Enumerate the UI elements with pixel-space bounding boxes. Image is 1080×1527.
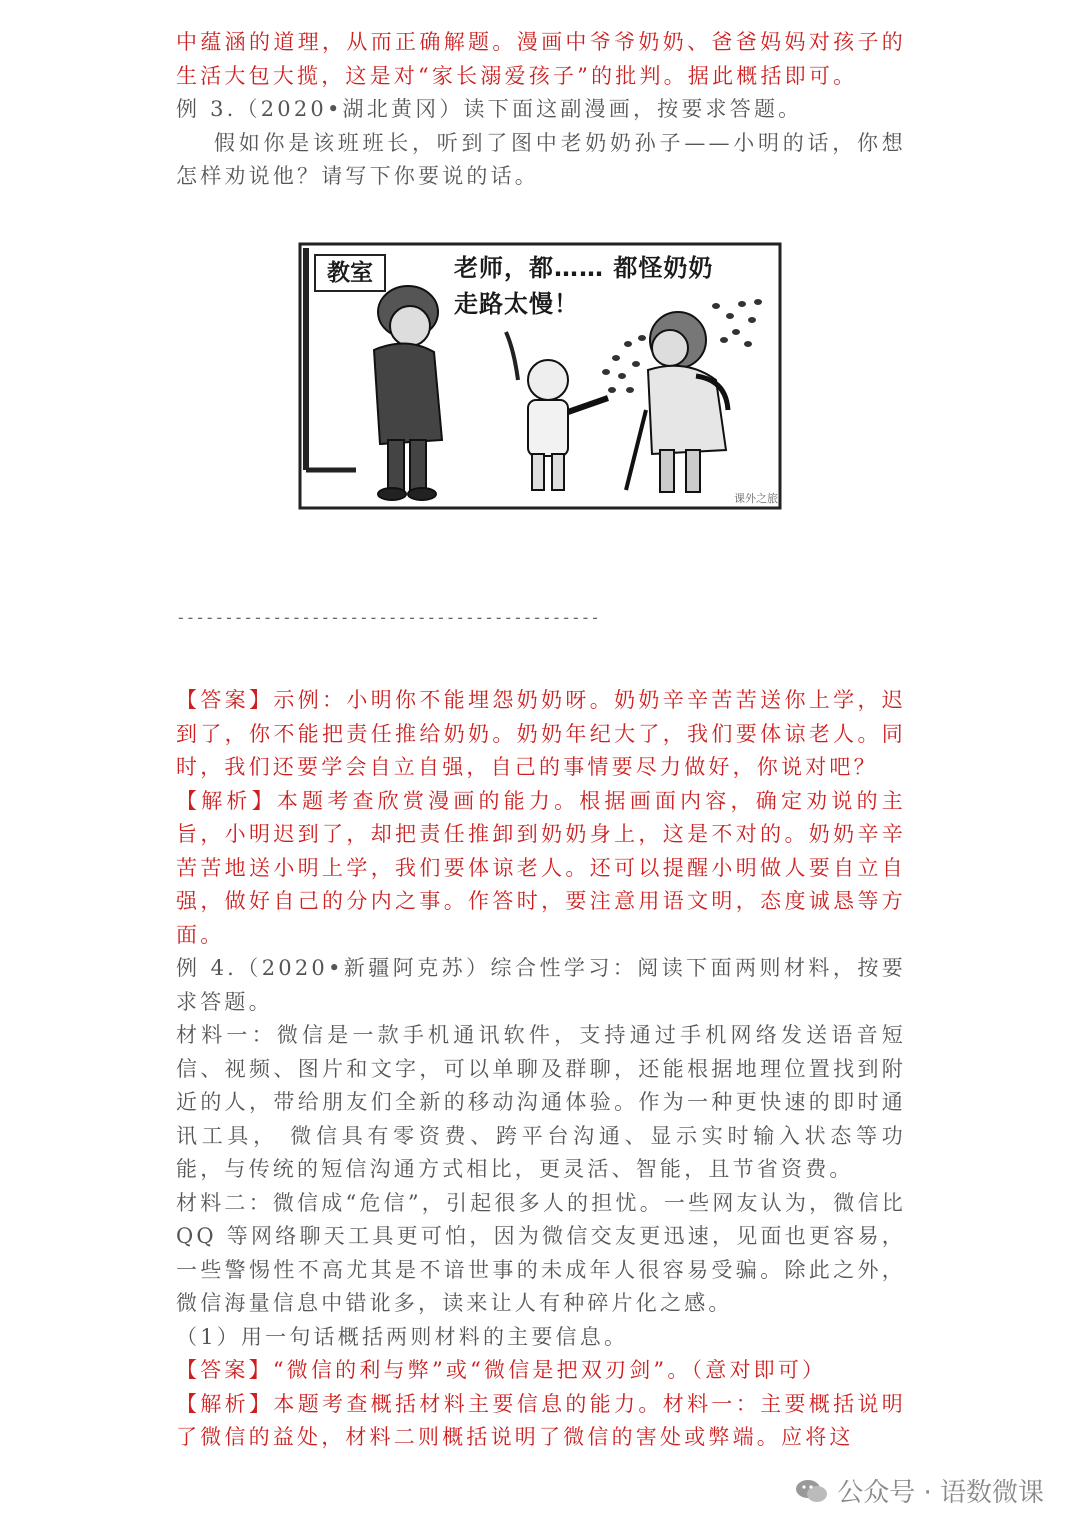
example-3-question: 假如你是该班班长，听到了图中老奶奶孙子——小明的话，你想怎样劝说他？请写下你要说的话。 (176, 130, 906, 188)
example-4-analysis (176, 1388, 906, 1455)
example-4-answer (176, 1354, 906, 1388)
wechat-icon (795, 1478, 829, 1504)
answer-blank-line: -------------------------------------------- (176, 608, 600, 627)
classroom-cartoon (296, 240, 784, 512)
example-4-title: 例 4.（2020•新疆阿克苏）综合性学习：阅读下面两则材料，按要求答题。 (176, 956, 906, 1014)
speech-line-2: 走路太慢！ (454, 290, 579, 318)
cartoon-watermark: 课外之旅 (734, 492, 778, 505)
page-top (176, 26, 906, 194)
answer-text: 示例：小明你不能埋怨奶奶呀。奶奶辛辛苦苦送你上学，迟到了，你不能把责任推给奶奶。奶奶年纪大了，我们要体谅老人。同时，我们还要学会自立自强，自己的事情要尽力做好，你说对吧？ (176, 688, 906, 779)
material-2: 材料二：微信成“危信”，引起很多人的担忧。一些网友认为，微信比 QQ 等网络聊天工具更可怕，因为微信交友更迅速，见面也更容易，一些警惕性不高尤其是不谙世事的未成年人很容易受骗。除此之外，微信海量信息中错讹多，读来让人有种碎片化之感。 (176, 1190, 906, 1315)
watermark-label: 公众号 · 语数微课 (837, 1478, 1044, 1508)
classroom-sign: 教室 (314, 254, 386, 292)
material-1: 材料一：微信是一款手机通讯软件，支持通过手机网络发送语音短信、视频、图片和文字，可以单聊及群聊，还能根据地理位置找到附近的人，带给朋友们全新的移动沟通体验。作为一种更快速的即时通讯工具， 微信具有零资费、跨平台沟通、显示实时输入状态等功能，与传统的短信沟通方式相比，更灵活、智能，且节省资费。 (176, 1023, 906, 1181)
answer-tag: 【答案】 (176, 688, 274, 712)
example-3-title: 例 3.（2020•湖北黄冈）读下面这副漫画，按要求答题。 (176, 97, 803, 121)
analysis-text: 本题考查欣赏漫画的能力。根据画面内容，确定劝说的主旨，小明迟到了，却把责任推卸到奶奶身上，这是不对的。奶奶辛辛苦苦地送小明上学，我们要体谅老人。还可以提醒小明做人要自立自强，做好自己的分内之事。作答时，要注意用语文明，态度诚恳等方面。 (176, 788, 906, 947)
prev-analysis-tail: 中蕴涵的道理，从而正确解题。漫画中爷爷奶奶、爸爸妈妈对孩子的生活大包大揽，这是对“家长溺爱孩子”的批判。据此概括即可。 (176, 30, 906, 88)
example-3-answer (176, 684, 906, 785)
answer-text: “微信的利与弊”或“微信是把双刃剑”。（意对即可） (272, 1358, 827, 1382)
answer-tag: 【答案】 (176, 1358, 273, 1382)
speech-line-1: 老师，都…… 都怪奶奶 (454, 254, 714, 282)
analysis-tag: 【解析】 (176, 1391, 274, 1416)
page-lower (176, 684, 906, 1455)
analysis-text: 本题考查概括材料主要信息的能力。材料一：主要概括说明了微信的益处，材料二则概括说明了微信的害处或弊端。应将这 (176, 1391, 906, 1449)
account-watermark (795, 1472, 1044, 1509)
analysis-tag: 【解析】 (176, 788, 277, 813)
question-1: （1）用一句话概括两则材料的主要信息。 (176, 1324, 629, 1349)
example-3-analysis (176, 785, 906, 953)
